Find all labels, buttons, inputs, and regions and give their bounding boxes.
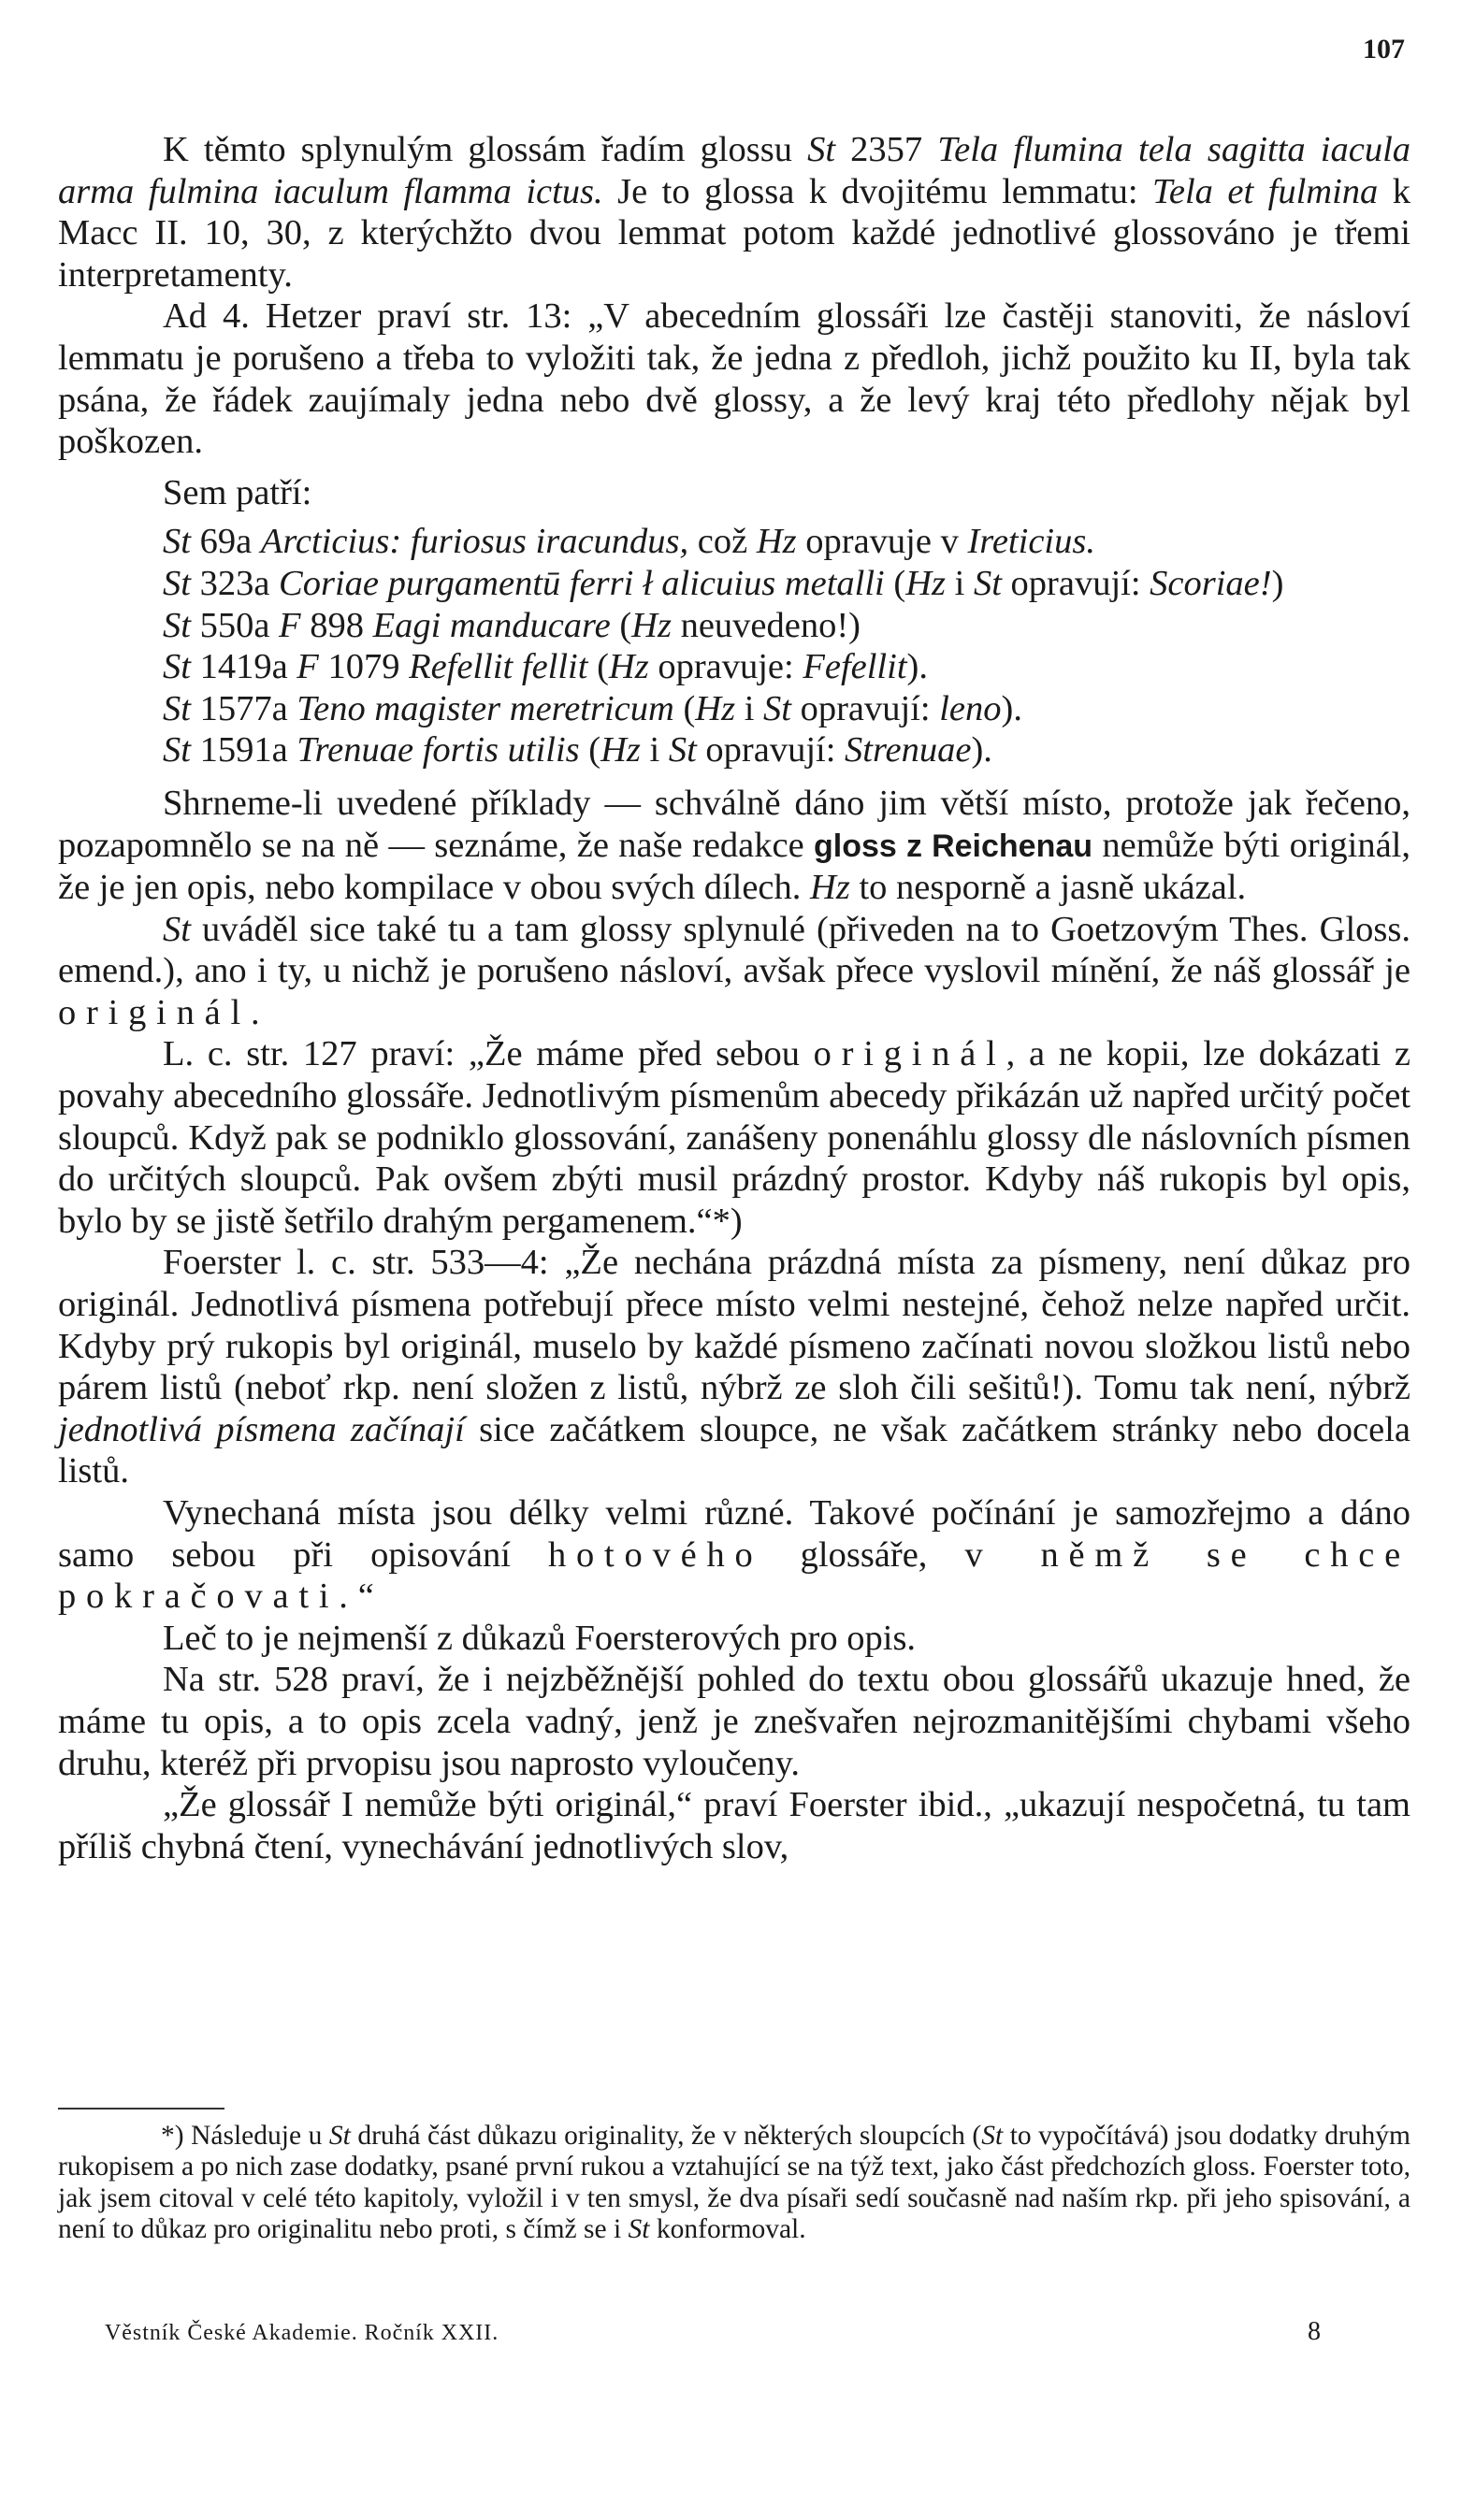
- text: *) Následuje u: [161, 2121, 329, 2151]
- entry-number: 550a: [190, 605, 280, 645]
- abbrev-st: St: [163, 730, 191, 770]
- latin-lemma: Trenuae fortis utilis: [297, 730, 580, 770]
- paragraph-4: [58, 783, 1410, 909]
- example-line: [58, 605, 1410, 647]
- text: uváděl sice také tu a tam glossy splynulé (přiveden na to Goetzovým Thes. Gloss. emend.), ano i ty, u nichž je porušeno násloví, avšak přece vyslovil mínění, že náš glossář je: [58, 909, 1410, 991]
- paragraph-6: [58, 1033, 1410, 1242]
- text: opravují:: [696, 730, 846, 770]
- text: opravují:: [790, 688, 940, 728]
- spaced-emphasis: originál: [813, 1034, 1006, 1074]
- text: to nesporně a jasně ukázal.: [849, 868, 1247, 908]
- abbrev-st: St: [981, 2121, 1004, 2151]
- abbrev-hz: Hz: [810, 868, 850, 908]
- text: k Macc II. 10, 30, z kterýchžto dvou lemmat potom každé jednotlivé glossováno je třemi interpretamenty.: [58, 171, 1410, 295]
- text: ): [1271, 563, 1284, 603]
- abbrev-st: St: [163, 909, 191, 949]
- paragraph-2: Ad 4. Hetzer praví str. 13: „V abecedním glossáři lze častěji stanoviti, že násloví lemmatu je porušeno a třeba to vyložiti tak, že jedna z předloh, jichž použito ku II, byla tak psána, že řádek zaujímaly jedna nebo dvě glossy, a že levý kraj této předlohy nějak byl poškozen.: [58, 296, 1410, 462]
- text: neuvedeno!): [671, 605, 861, 645]
- journal-title: Věstník České Akademie. Ročník XXII.: [105, 2321, 499, 2345]
- abbrev-st: St: [763, 688, 791, 728]
- entry-number: 69a: [190, 522, 261, 562]
- example-list: [58, 521, 1410, 771]
- footnote-divider: [58, 2108, 224, 2110]
- text: K těmto splynulým glossám řadím glossu: [163, 130, 808, 169]
- latin-lemma: Teno magister meretricum: [297, 688, 674, 728]
- abbrev-st: St: [163, 605, 191, 645]
- text: opravuje v: [796, 522, 968, 562]
- text: 2357: [835, 130, 938, 169]
- entry-number: 898: [300, 605, 373, 645]
- example-line: [58, 521, 1410, 563]
- spaced-emphasis: originál.: [58, 992, 270, 1032]
- text: druhá část důkazu originality, že v některých sloupcích (: [350, 2121, 982, 2151]
- italic-emphasis: jednotlivá písmena začínají: [58, 1409, 465, 1449]
- text: sice začátkem sloupce, ne však začátkem stránky nebo docela listů.: [58, 1409, 1410, 1491]
- abbrev-hz: Hz: [905, 563, 946, 603]
- abbrev-st: St: [163, 688, 191, 728]
- text: i: [946, 563, 974, 603]
- paragraph-9: Leč to je nejmenší z důkazů Foersterových pro opis.: [163, 1618, 917, 1658]
- text: (: [673, 688, 696, 728]
- text: (: [579, 730, 601, 770]
- paragraph-1: [58, 129, 1410, 295]
- text: Shrneme-li uvedené příklady — schválně dáno jim větší místo, protože jak řečeno, pozapomnělo se na ně — seznáme, že naše redakce: [58, 783, 1410, 865]
- text: “: [357, 1577, 374, 1617]
- entry-number: 1577a: [190, 688, 297, 728]
- paragraph-11: „Že glossář I nemůže býti originál,“ praví Foerster ibid., „ukazují nespočetná, tu tam příliš chybná čtení, vynechávání jednotlivých slov,: [58, 1785, 1410, 1866]
- spaced-emphasis: v němž se chce pokračovati.: [58, 1534, 1410, 1617]
- text: opravuje:: [648, 647, 803, 687]
- abbrev-st: St: [807, 130, 836, 169]
- text: Vynechaná místa jsou délky velmi různé. Takové počínání je samozřejmo a dáno samo sebou při opisování: [58, 1493, 1410, 1575]
- text: ).: [906, 647, 928, 687]
- text: (: [587, 647, 609, 687]
- text: což: [688, 522, 757, 562]
- paragraph-10: Na str. 528 praví, že i nejzběžnější pohled do textu obou glossářů ukazuje hned, že máme tu opis, a to opis zcela vadný, jenž je znešvařen nejrozmanitějšími chybami všeho druhu, kteréž při prvopisu jsou naprosto vyloučeny.: [58, 1660, 1410, 1783]
- paragraph-3: Sem patří:: [163, 472, 312, 512]
- text: , a ne kopii, lze dokázati z povahy abecedního glossáře. Jednotlivým písmenům abecedy přikázán už napřed určitý počet sloupců. Když pak se podniklo glossování, zanášeny ponenáhlu glossy dle náslovních písmen do určitých sloupců. Pak ovšem zbýti musil prázdný prostor. Kdyby náš rukopis byl opis, bylo by se jistě šetřilo drahým pergamenem.“*): [58, 1034, 1410, 1241]
- correction: Scoriae!: [1150, 563, 1272, 603]
- text: (: [884, 563, 906, 603]
- example-line: [58, 688, 1410, 730]
- text: ).: [1001, 688, 1022, 728]
- latin-lemma: Refellit fellit: [409, 647, 588, 687]
- example-line: [58, 729, 1410, 771]
- text: konformoval.: [649, 2213, 806, 2244]
- text: (: [610, 605, 632, 645]
- text: i: [735, 688, 764, 728]
- abbrev-st: St: [668, 730, 697, 770]
- sheet-number: 8: [1308, 2317, 1321, 2346]
- abbrev-f: F: [297, 647, 319, 687]
- text: ).: [971, 730, 992, 770]
- abbrev-st: St: [328, 2121, 351, 2151]
- text: Foerster l. c. str. 533—4: „Že nechána prázdná místa za písmeny, není důkaz pro originál. Jednotlivá písmena potřebují přece místo velmi nestejné, čehož nelze napřed určit. Kdyby prý rukopis byl originál, muselo by každé písmeno začínati novou složkou listů nebo párem listů (neboť rkp. není složen z listů, nýbrž ze sloh čili sešitů!). Tomu tak není, nýbrž: [58, 1243, 1410, 1408]
- text: nemůže býti originál, že je jen opis, nebo kompilace v obou svých dílech.: [58, 825, 1410, 908]
- latin-lemma: Eagi manducare: [372, 605, 611, 645]
- latin-gloss: Tela flumina tela sagitta iacula arma fulmina iaculum flamma ictus.: [58, 130, 1411, 211]
- paragraph-8: [58, 1492, 1410, 1618]
- correction: Fefellit: [803, 647, 907, 687]
- abbrev-st: St: [163, 522, 191, 562]
- abbrev-hz: Hz: [608, 647, 649, 687]
- abbrev-hz: Hz: [695, 688, 736, 728]
- correction: Strenuae: [845, 730, 972, 770]
- abbrev-st: St: [163, 647, 191, 687]
- abbrev-hz: Hz: [600, 730, 641, 770]
- text: to vypočítává) jsou dodatky druhým rukopisem a po nich zase dodatky, psané první rukou a vztahující se na týž text, jako část předchozích gloss. Foerster toto, jak jsem citoval v celé této kapitoly, vyložil i v ten smysl, že dva písaři sedí současně nad naším rkp. při jeho spisování, a není to důkaz pro originalitu nebo proti, s čímž se i: [58, 2121, 1410, 2244]
- footnote-text: [58, 2121, 1410, 2245]
- paragraph-7: [58, 1242, 1410, 1492]
- abbrev-st: St: [163, 563, 191, 603]
- entry-number: 1591a: [190, 730, 297, 770]
- abbrev-f: F: [279, 605, 301, 645]
- paragraph-5: [58, 909, 1410, 1034]
- text: L. c. str. 127 praví: „Že máme před sebou: [163, 1034, 814, 1074]
- footnote: [58, 2121, 1410, 2245]
- page-footer: [105, 2317, 1321, 2346]
- entry-number: 323a: [190, 563, 280, 603]
- example-line: [58, 563, 1410, 605]
- entry-number: 1079: [318, 647, 410, 687]
- text: opravují:: [1001, 563, 1150, 603]
- page-number: 107: [1363, 34, 1405, 65]
- latin-lemma: Arcticius: furiosus iracundus,: [260, 522, 689, 562]
- bold-term: gloss z Reichenau: [814, 828, 1093, 864]
- text: glossáře,: [762, 1534, 965, 1575]
- abbrev-st: St: [973, 563, 1002, 603]
- latin-lemma: Coriae purgamentū ferri ł alicuius metalli: [279, 563, 885, 603]
- entry-number: 1419a: [190, 647, 297, 687]
- body-text: [58, 129, 1410, 1867]
- correction: Ireticius.: [967, 522, 1095, 562]
- spaced-emphasis: hotového: [548, 1534, 763, 1575]
- latin-lemma: Tela et fulmina: [1152, 171, 1379, 211]
- abbrev-hz: Hz: [756, 522, 797, 562]
- correction: leno: [939, 688, 1002, 728]
- abbrev-st: St: [628, 2213, 650, 2244]
- text: Je to glossa k dvojitému lemmatu:: [602, 171, 1152, 211]
- abbrev-hz: Hz: [631, 605, 672, 645]
- text: i: [640, 730, 669, 770]
- example-line: [58, 646, 1410, 688]
